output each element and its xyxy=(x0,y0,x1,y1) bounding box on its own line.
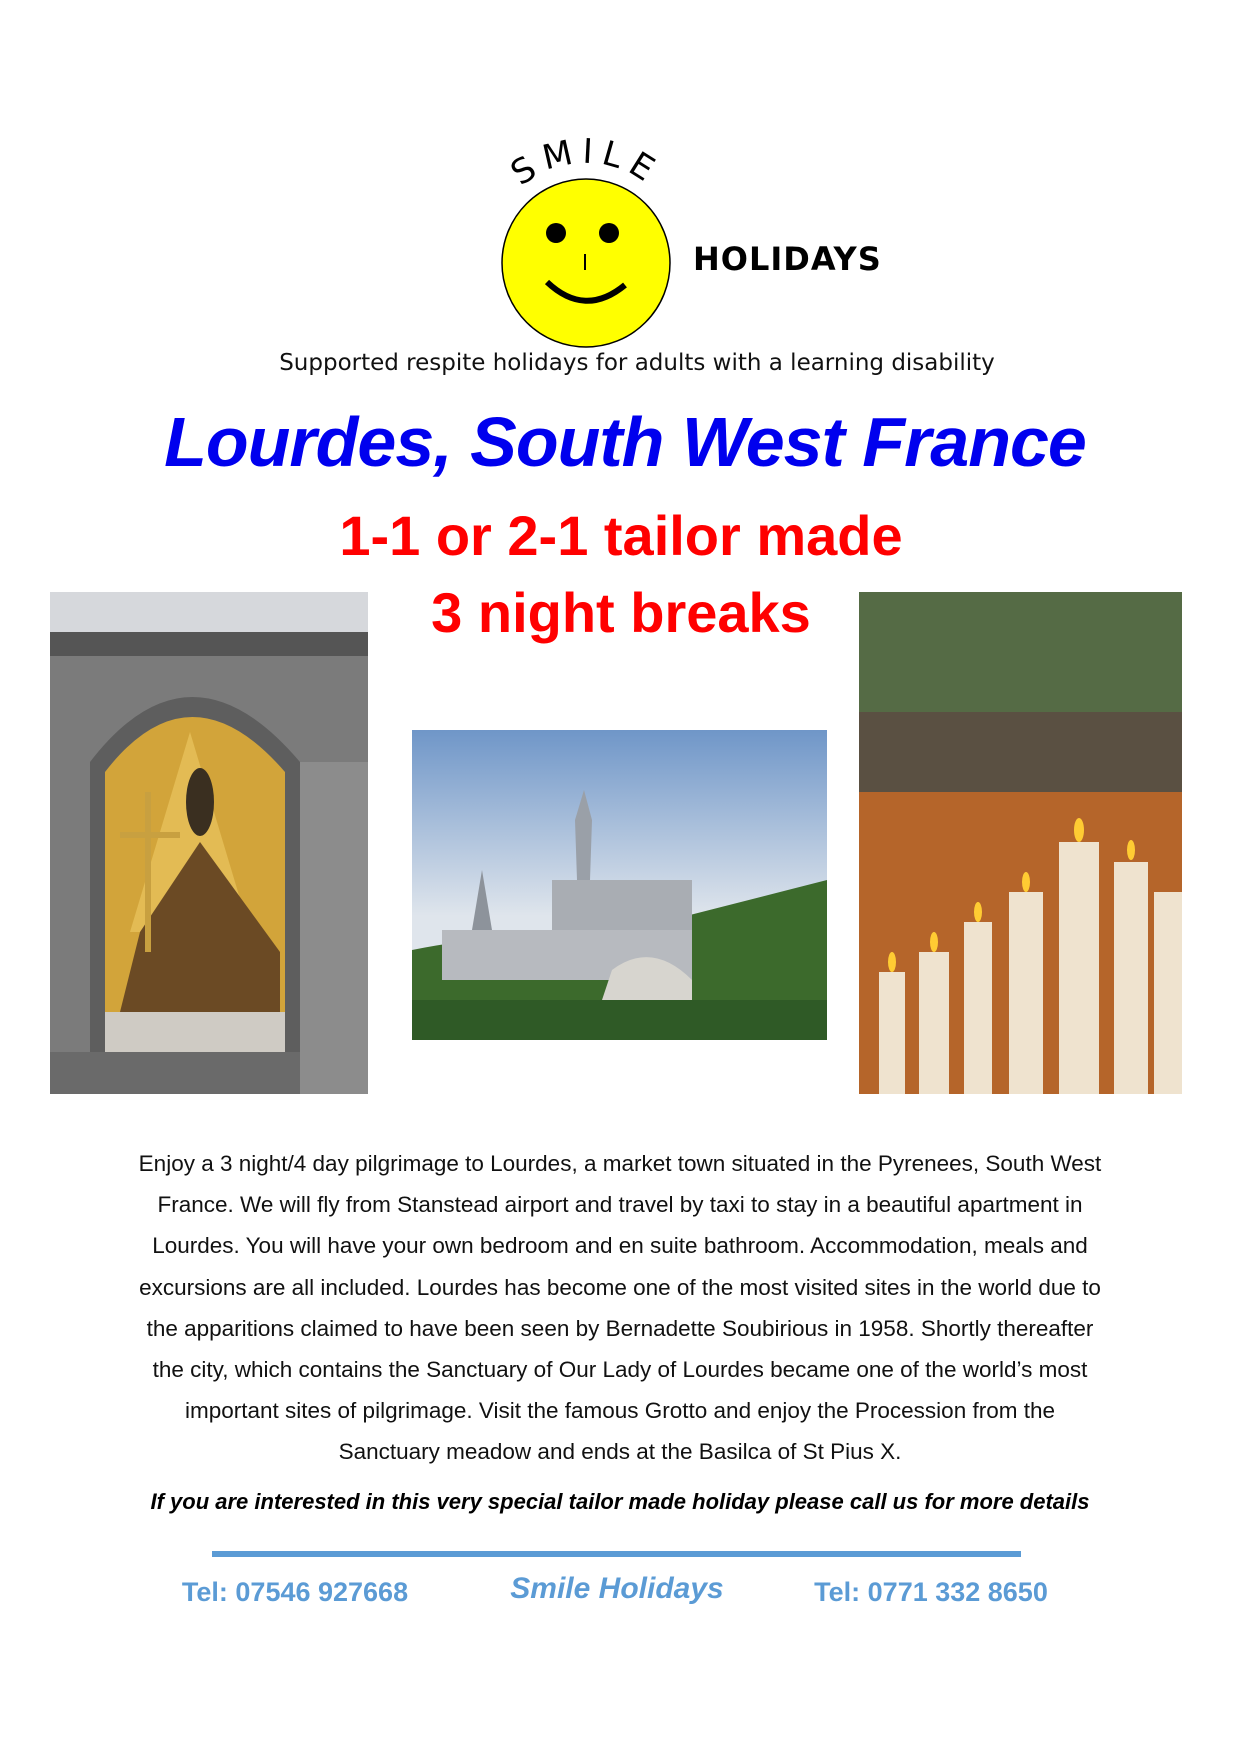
photo-votive-candles xyxy=(859,592,1182,1094)
description-line: Lourdes. You will have your own bedroom and en suite bathroom. Accommodation, meals and xyxy=(152,1233,1088,1259)
description-line: Sanctuary meadow and ends at the Basilca of St Pius X. xyxy=(338,1439,902,1465)
subtitle-line-1: 1-1 or 2-1 tailor made xyxy=(339,504,903,567)
tagline: Supported respite holidays for adults with a learning disability xyxy=(279,350,995,376)
description-line: important sites of pilgrimage. Visit the famous Grotto and enjoy the Procession from the xyxy=(184,1398,1055,1424)
description-line: France. We will fly from Stanstead airport and travel by taxi to stay in a beautiful apartment in xyxy=(157,1192,1083,1218)
subtitle-line-2: 3 night breaks xyxy=(431,581,811,644)
photo-sanctuary-basilica xyxy=(412,730,827,1040)
phone-number-right: Tel: 0771 332 8650 xyxy=(814,1577,1048,1607)
description-paragraph xyxy=(60,1143,1180,1473)
page-title: Lourdes, South West France xyxy=(164,403,1086,481)
description-line: Enjoy a 3 night/4 day pilgrimage to Lourdes, a market town situated in the Pyrenees, South West xyxy=(138,1151,1102,1176)
logo-arc-text: SMILE xyxy=(503,131,669,194)
call-to-action: If you are interested in this very special tailor made holiday please call us for more details xyxy=(150,1489,1090,1514)
phone-number-left: Tel: 07546 927668 xyxy=(181,1577,409,1607)
logo-wordmark: HOLIDAYS xyxy=(693,240,882,278)
photo-grotto-mosaic xyxy=(50,592,368,1094)
footer-divider xyxy=(212,1551,1021,1557)
footer-brand: Smile Holidays xyxy=(510,1572,724,1605)
description-line: excursions are all included. Lourdes has become one of the most visited sites in the world due to xyxy=(139,1274,1101,1300)
description-line: the apparitions claimed to have been seen by Bernadette Soubirious in 1958. Shortly thereafter xyxy=(146,1315,1094,1341)
description-line: the city, which contains the Sanctuary of Our Lady of Lourdes became one of the world’s most xyxy=(152,1357,1088,1383)
